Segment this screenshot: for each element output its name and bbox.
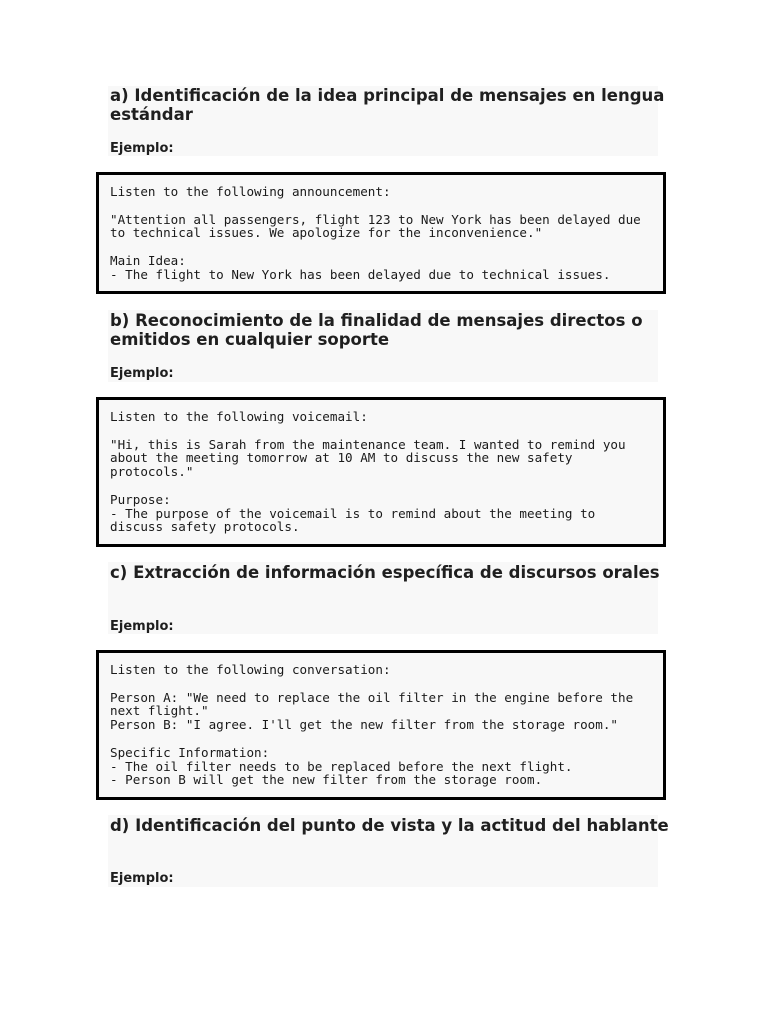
code-line (110, 424, 652, 438)
code-line: about the meeting tomorrow at 10 AM to discuss the new safety (110, 450, 573, 466)
code-line: - Person B will get the new filter from the storage room. (110, 772, 543, 788)
code-line: Listen to the following voicemail: (110, 409, 368, 424)
code-line (110, 479, 652, 493)
code-line: Specific Information: (110, 744, 270, 760)
code-line: protocols." (110, 464, 194, 480)
code-line: next flight." (110, 703, 209, 719)
code-line: to technical issues. We apologize for the inconvenience." (110, 225, 543, 241)
code-line: - The flight to New York has been delayed due to technical issues. (110, 266, 611, 282)
code-line: Person A: "We need to replace the oil filter in the engine before the (110, 689, 634, 705)
section-c-heading-text: c) Extracción de información específica de discursos orales (110, 563, 660, 582)
code-line: - The oil filter needs to be replaced before the next flight. (110, 758, 573, 774)
section-a-ejemplo-label: Ejemplo: (110, 141, 174, 156)
code-line (110, 240, 652, 254)
section-b-heading (110, 311, 670, 349)
code-line: - The purpose of the voicemail is to remind about the meeting to (110, 505, 596, 521)
section-d-heading-text: d) Identificación del punto de vista y la actitud del hablante (110, 816, 669, 835)
code-line: Purpose: (110, 491, 171, 507)
code-line: Listen to the following conversation: (110, 662, 391, 677)
code-line: discuss safety protocols. (110, 519, 300, 535)
section-c-heading (110, 563, 670, 582)
section-b-ejemplo-label: Ejemplo: (110, 366, 174, 381)
section-d-ejemplo-label: Ejemplo: (110, 871, 174, 886)
code-line (110, 199, 652, 213)
code-line: Person B: "I agree. I'll get the new filter from the storage room." (110, 717, 618, 733)
section-a-heading-text: a) Identificación de la idea principal de mensajes en lengua estándar (110, 86, 665, 124)
code-line: "Attention all passengers, flight 123 to New York has been delayed due (110, 211, 641, 227)
code-line: "Hi, this is Sarah from the maintenance team. I wanted to remind you (110, 436, 626, 452)
code-line (110, 677, 652, 691)
section-d-heading (110, 816, 670, 835)
section-a-heading (110, 86, 670, 124)
section-c-ejemplo-label: Ejemplo: (110, 619, 174, 634)
code-line (110, 732, 652, 746)
section-a-code-block (96, 172, 666, 294)
section-b-heading-text: b) Reconocimiento de la finalidad de mensajes directos o emitidos en cualquier soporte (110, 311, 643, 349)
section-c-code-block (96, 650, 666, 800)
code-line: Listen to the following announcement: (110, 184, 391, 199)
code-line: Main Idea: (110, 252, 186, 268)
section-b-code-block (96, 397, 666, 547)
